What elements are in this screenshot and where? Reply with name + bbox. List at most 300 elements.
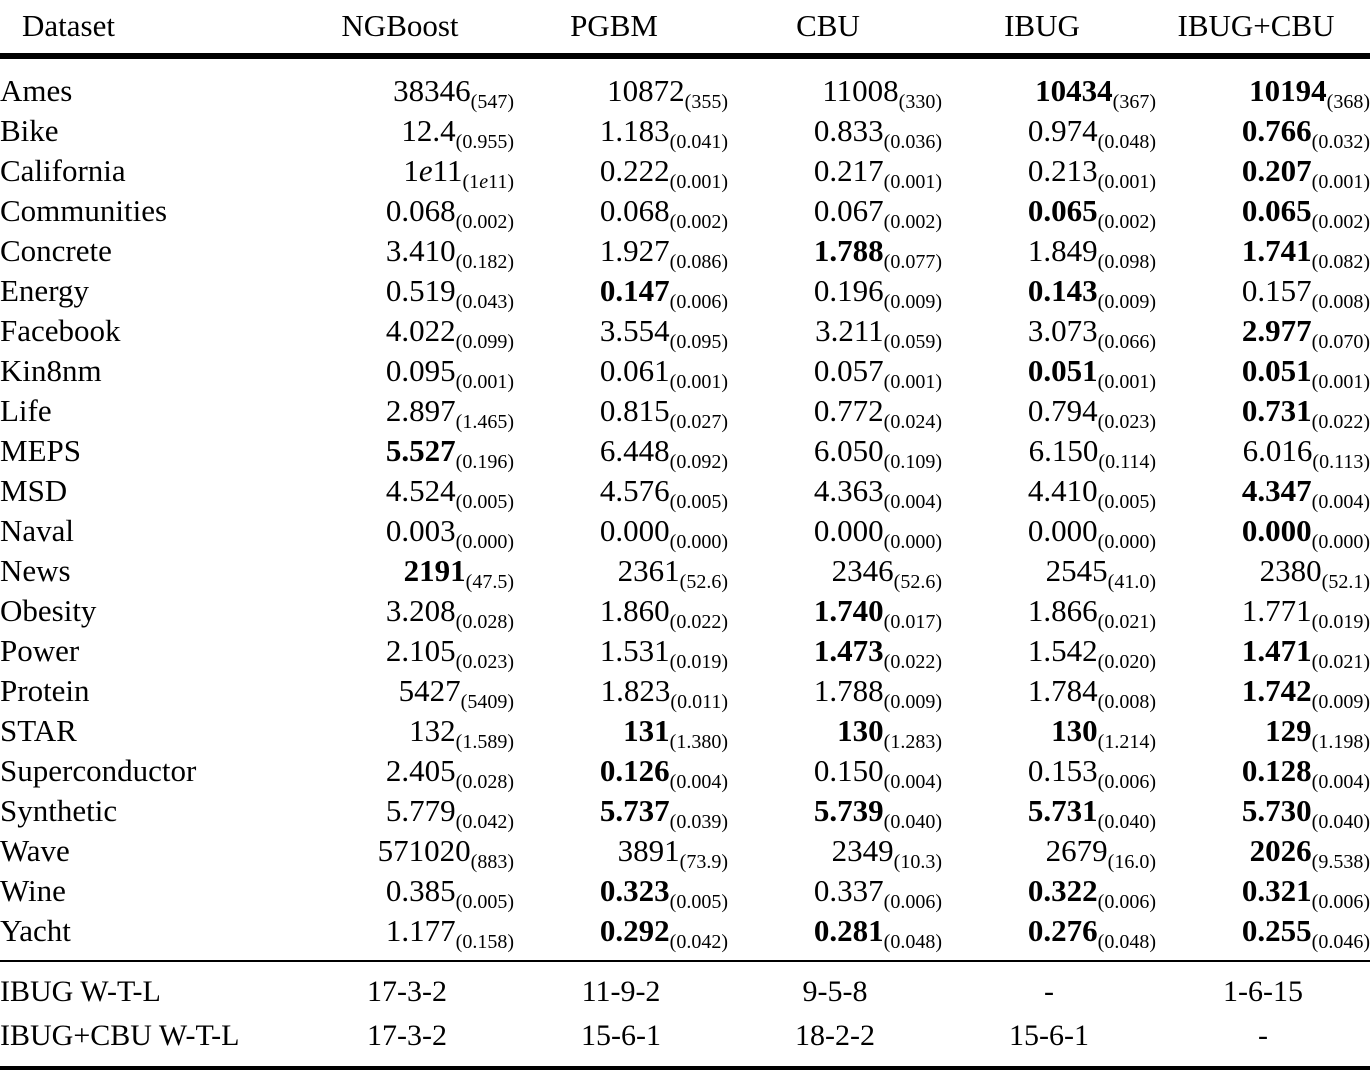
metric-mean: 2380 (1259, 553, 1322, 588)
metric-mean: 1.183 (599, 113, 670, 148)
metric-cell (728, 631, 942, 671)
metric-cell (942, 591, 1156, 631)
metric-stddev: (0.017) (883, 611, 942, 633)
metric-stddev: (0.022) (669, 611, 728, 633)
metric-mean: 3.554 (599, 313, 670, 348)
metric-stddev: (0.005) (669, 491, 728, 513)
metric-cell (942, 631, 1156, 671)
metric-cell (942, 391, 1156, 431)
metric-cell (514, 871, 728, 911)
metric-mean: 1.740 (813, 593, 884, 628)
metric-cell (300, 591, 514, 631)
metric-stddev: (0.002) (1097, 211, 1156, 233)
metric-stddev: (0.001) (669, 171, 728, 193)
metric-mean: 0.337 (813, 873, 884, 908)
metric-stddev: (0.001) (1311, 171, 1370, 193)
column-header-cbu: CBU (796, 8, 860, 43)
metric-stddev: (0.043) (455, 291, 514, 313)
dataset-name-cell: Ames (0, 73, 73, 108)
metric-cell (942, 711, 1156, 751)
column-header-pgbm: PGBM (570, 8, 658, 43)
metric-stddev: (0.077) (883, 251, 942, 273)
metric-stddev: (0.042) (455, 811, 514, 833)
metric-stddev: (0.032) (1311, 131, 1370, 153)
metric-cell (942, 671, 1156, 711)
summary-row (0, 962, 1370, 1014)
metric-stddev: (0.000) (1311, 531, 1370, 553)
column-header-ibug-cbu: IBUG+CBU (1177, 8, 1335, 43)
dataset-name-cell: STAR (0, 713, 77, 748)
summary-record-cell: 15-6-1 (581, 1019, 661, 1052)
metric-mean: 0.000 (599, 513, 670, 548)
dataset-name-cell: Life (0, 393, 52, 428)
metric-stddev: (0.048) (1097, 131, 1156, 153)
metric-stddev: (0.004) (1311, 491, 1370, 513)
metric-cell (728, 791, 942, 831)
summary-record-cell: - (1044, 975, 1054, 1008)
metric-cell (514, 471, 728, 511)
metric-cell (300, 231, 514, 271)
metric-stddev: (1.589) (455, 731, 514, 753)
metric-mean: 0.000 (1027, 513, 1098, 548)
metric-mean: 4.524 (385, 473, 456, 508)
metric-cell (300, 791, 514, 831)
table-row (0, 791, 1370, 831)
metric-mean: 1.531 (599, 633, 670, 668)
metric-mean: 0.222 (599, 153, 670, 188)
metric-stddev: (0.004) (669, 771, 728, 793)
metric-mean: 1.473 (813, 633, 884, 668)
metric-stddev: (0.001) (1097, 371, 1156, 393)
metric-mean: 12.4 (401, 113, 456, 148)
metric-mean: 2679 (1045, 833, 1108, 868)
metric-cell (514, 551, 728, 591)
metric-mean: 0.157 (1241, 273, 1312, 308)
metric-stddev: (0.039) (669, 811, 728, 833)
metric-stddev: (52.6) (893, 571, 942, 593)
metric-cell (1156, 711, 1370, 751)
metric-cell (514, 391, 728, 431)
metric-stddev: (0.004) (1311, 771, 1370, 793)
metric-cell (514, 191, 728, 231)
metric-mean: 1.784 (1027, 673, 1098, 708)
metric-stddev: (9.538) (1311, 851, 1370, 873)
metric-cell (728, 471, 942, 511)
metric-mean: 0.794 (1027, 393, 1098, 428)
metric-cell (942, 311, 1156, 351)
metric-stddev: (0.036) (883, 131, 942, 153)
metric-stddev: (0.001) (883, 371, 942, 393)
metric-mean: 0.766 (1241, 113, 1312, 148)
metric-mean: 10434 (1035, 73, 1113, 108)
metric-mean: 0.000 (813, 513, 884, 548)
metric-mean: 0.322 (1027, 873, 1098, 908)
metric-stddev: (1e11) (462, 171, 514, 193)
table-body (0, 59, 1370, 961)
metric-stddev: (0.040) (1097, 811, 1156, 833)
metric-stddev: (0.021) (1311, 651, 1370, 673)
table-row (0, 711, 1370, 751)
metric-cell (300, 151, 514, 191)
metric-stddev: (0.008) (1311, 291, 1370, 313)
metric-mean: 1.860 (599, 593, 670, 628)
metric-stddev: (52.1) (1321, 571, 1370, 593)
metric-cell (300, 831, 514, 871)
metric-cell (728, 511, 942, 551)
metric-stddev: (47.5) (465, 571, 514, 593)
metric-stddev: (0.041) (669, 131, 728, 153)
metric-cell (514, 59, 728, 111)
metric-mean: 3.208 (385, 593, 456, 628)
dataset-name-cell: Synthetic (0, 793, 118, 828)
metric-stddev: (0.005) (455, 891, 514, 913)
metric-cell (942, 151, 1156, 191)
summary-record-cell: - (1258, 1019, 1268, 1052)
metric-stddev: (0.005) (1097, 491, 1156, 513)
summary-record-cell: 1-6-15 (1223, 975, 1303, 1008)
metric-mean: 4.022 (385, 313, 456, 348)
metric-mean: 5427 (398, 673, 461, 708)
metric-cell (728, 431, 942, 471)
metric-stddev: (1.198) (1311, 731, 1370, 753)
metric-mean: 0.281 (813, 913, 884, 948)
dataset-name-cell: News (0, 553, 71, 588)
metric-mean: 6.150 (1028, 433, 1099, 468)
metric-stddev: (0.092) (669, 451, 728, 473)
metric-mean: 0.143 (1027, 273, 1098, 308)
metric-stddev: (0.196) (455, 451, 514, 473)
metric-mean: 0.068 (599, 193, 670, 228)
table-row (0, 351, 1370, 391)
metric-stddev: (0.158) (455, 931, 514, 953)
metric-mean: 0.815 (599, 393, 670, 428)
metric-stddev: (0.048) (1097, 931, 1156, 953)
metric-cell (300, 391, 514, 431)
metric-mean: 5.779 (385, 793, 456, 828)
metric-mean: 1.542 (1027, 633, 1098, 668)
summary-row (0, 1014, 1370, 1068)
metric-stddev: (0.021) (1097, 611, 1156, 633)
metric-stddev: (0.005) (455, 491, 514, 513)
metric-mean: 0.128 (1241, 753, 1312, 788)
dataset-name-cell: Wine (0, 873, 66, 908)
metric-stddev: (0.022) (883, 651, 942, 673)
metric-stddev: (0.082) (1311, 251, 1370, 273)
metric-mean: 1.741 (1241, 233, 1312, 268)
metric-cell (300, 911, 514, 962)
metric-stddev: (0.002) (455, 211, 514, 233)
metric-mean: 2191 (403, 553, 466, 588)
metric-cell (1156, 591, 1370, 631)
metric-cell (300, 711, 514, 751)
metric-cell (514, 431, 728, 471)
metric-stddev: (0.000) (669, 531, 728, 553)
summary-record-cell: 17-3-2 (367, 1019, 447, 1052)
metric-mean: 0.385 (385, 873, 456, 908)
metric-cell (942, 551, 1156, 591)
metric-mean: 2.105 (385, 633, 456, 668)
table-row (0, 671, 1370, 711)
metric-stddev: (368) (1326, 91, 1370, 113)
summary-record-cell: 15-6-1 (1009, 1019, 1089, 1052)
dataset-name-cell: Obesity (0, 593, 97, 628)
metric-cell (942, 871, 1156, 911)
metric-mean: 0.153 (1027, 753, 1098, 788)
metric-stddev: (367) (1112, 91, 1156, 113)
metric-mean: 0.207 (1241, 153, 1312, 188)
metric-cell (728, 59, 942, 111)
metric-stddev: (355) (684, 91, 728, 113)
metric-stddev: (547) (470, 91, 514, 113)
metric-cell (728, 151, 942, 191)
table-row (0, 551, 1370, 591)
metric-mean: 10194 (1249, 73, 1327, 108)
table-row (0, 591, 1370, 631)
metric-mean: 6.448 (599, 433, 670, 468)
metric-mean: 0.051 (1027, 353, 1098, 388)
metric-mean: 131 (623, 713, 670, 748)
metric-stddev: (0.004) (883, 771, 942, 793)
table-header (0, 0, 1370, 55)
metric-cell (300, 511, 514, 551)
metric-cell (728, 391, 942, 431)
metric-stddev: (883) (470, 851, 514, 873)
metric-cell (514, 271, 728, 311)
metric-cell (300, 111, 514, 151)
metric-cell (728, 911, 942, 962)
metric-cell (1156, 871, 1370, 911)
metric-mean: 0.519 (385, 273, 456, 308)
metric-cell (514, 591, 728, 631)
metric-cell (942, 191, 1156, 231)
metric-stddev: (0.027) (669, 411, 728, 433)
metric-mean: 4.347 (1241, 473, 1312, 508)
metric-cell (300, 431, 514, 471)
metric-cell (728, 711, 942, 751)
metric-mean: 1.471 (1241, 633, 1312, 668)
metric-mean: 3.211 (815, 313, 884, 348)
summary-record-cell: 11-9-2 (581, 975, 661, 1008)
metric-mean: 5.527 (385, 433, 456, 468)
metric-mean: 0.000 (1241, 513, 1312, 548)
metric-mean: 0.065 (1027, 193, 1098, 228)
metric-mean: 0.213 (1027, 153, 1098, 188)
dataset-name-cell: Bike (0, 113, 59, 148)
metric-mean: 3.073 (1027, 313, 1098, 348)
table-row (0, 311, 1370, 351)
table-row (0, 511, 1370, 551)
metric-stddev: (0.006) (1097, 891, 1156, 913)
column-header-ibug: IBUG (1004, 8, 1080, 43)
dataset-name-cell: Communities (0, 193, 168, 228)
metric-stddev: (0.011) (670, 691, 728, 713)
metric-cell (942, 111, 1156, 151)
metric-mean: 0.196 (813, 273, 884, 308)
metric-mean: 1.823 (600, 673, 671, 708)
metric-cell (1156, 831, 1370, 871)
dataset-name-cell: Facebook (0, 313, 121, 348)
metric-cell (300, 311, 514, 351)
summary-record-cell: 18-2-2 (795, 1019, 875, 1052)
metric-stddev: (0.114) (1098, 451, 1156, 473)
metric-cell (728, 671, 942, 711)
metric-cell (300, 59, 514, 111)
metric-cell (942, 751, 1156, 791)
metric-stddev: (0.000) (1097, 531, 1156, 553)
metric-stddev: (0.006) (669, 291, 728, 313)
table-row (0, 111, 1370, 151)
metric-stddev: (0.046) (1311, 931, 1370, 953)
metric-cell (942, 231, 1156, 271)
metric-mean: 5.737 (599, 793, 670, 828)
metric-cell (728, 191, 942, 231)
metric-mean: 3.410 (385, 233, 456, 268)
metric-mean: 2361 (617, 553, 680, 588)
metric-stddev: (0.009) (1311, 691, 1370, 713)
metric-cell (728, 591, 942, 631)
metric-stddev: (0.006) (883, 891, 942, 913)
dataset-name-cell: Superconductor (0, 753, 197, 788)
metric-cell (942, 831, 1156, 871)
metric-stddev: (0.109) (883, 451, 942, 473)
metric-mean: 571020 (377, 833, 471, 868)
metric-cell (300, 751, 514, 791)
column-header-dataset: Dataset (22, 8, 115, 43)
metric-cell (942, 431, 1156, 471)
metric-stddev: (0.098) (1097, 251, 1156, 273)
dataset-name-cell: Naval (0, 513, 75, 548)
metric-cell (1156, 511, 1370, 551)
metric-cell (942, 59, 1156, 111)
metric-stddev: (0.004) (883, 491, 942, 513)
metric-stddev: (16.0) (1107, 851, 1156, 873)
metric-mean: 0.321 (1241, 873, 1312, 908)
metric-stddev: (0.095) (669, 331, 728, 353)
summary-record-cell: 9-5-8 (802, 975, 868, 1008)
metric-cell (942, 791, 1156, 831)
metric-mean: 0.150 (813, 753, 884, 788)
dataset-name-cell: Wave (0, 833, 70, 868)
metric-stddev: (0.022) (1311, 411, 1370, 433)
metric-mean: 0.833 (813, 113, 884, 148)
metric-mean: 0.126 (599, 753, 670, 788)
metric-cell (1156, 391, 1370, 431)
metric-mean: 1.742 (1241, 673, 1312, 708)
metric-cell (728, 831, 942, 871)
metric-cell (300, 271, 514, 311)
metric-stddev: (0.182) (455, 251, 514, 273)
metric-cell (1156, 911, 1370, 962)
metric-stddev: (330) (898, 91, 942, 113)
metric-stddev: (0.040) (883, 811, 942, 833)
metric-mean: 1e11 (403, 153, 463, 188)
metric-mean: 2349 (831, 833, 894, 868)
metric-mean: 3891 (617, 833, 680, 868)
summary-body (0, 962, 1370, 1068)
metric-mean: 5.731 (1027, 793, 1098, 828)
metric-mean: 0.217 (813, 153, 884, 188)
metric-stddev: (0.113) (1312, 451, 1370, 473)
metric-mean: 0.065 (1241, 193, 1312, 228)
metric-cell (514, 231, 728, 271)
metric-cell (1156, 311, 1370, 351)
metric-mean: 4.576 (599, 473, 670, 508)
metric-cell (514, 751, 728, 791)
header-row (0, 0, 1370, 55)
metric-stddev: (0.001) (1097, 171, 1156, 193)
metric-mean: 0.147 (599, 273, 670, 308)
metric-mean: 1.849 (1027, 233, 1098, 268)
metric-mean: 1.866 (1027, 593, 1098, 628)
metric-stddev: (0.019) (1311, 611, 1370, 633)
metric-cell (514, 351, 728, 391)
summary-record-cell: 17-3-2 (367, 975, 447, 1008)
metric-cell (1156, 191, 1370, 231)
metric-mean: 10872 (607, 73, 685, 108)
metric-stddev: (0.001) (1311, 371, 1370, 393)
metric-mean: 0.772 (813, 393, 884, 428)
metric-mean: 0.731 (1241, 393, 1312, 428)
metric-cell (300, 631, 514, 671)
dataset-name-cell: Kin8nm (0, 353, 102, 388)
metric-mean: 0.095 (385, 353, 456, 388)
metric-mean: 0.068 (385, 193, 456, 228)
metric-stddev: (0.070) (1311, 331, 1370, 353)
metric-cell (514, 111, 728, 151)
metric-cell (1156, 271, 1370, 311)
metric-stddev: (1.283) (883, 731, 942, 753)
metric-mean: 0.003 (385, 513, 456, 548)
metric-mean: 0.255 (1241, 913, 1312, 948)
dataset-name-cell: Yacht (0, 913, 71, 948)
metric-cell (942, 271, 1156, 311)
metric-cell (1156, 471, 1370, 511)
metric-cell (728, 751, 942, 791)
metric-mean: 0.061 (599, 353, 670, 388)
metric-mean: 1.177 (385, 913, 456, 948)
metric-stddev: (52.6) (679, 571, 728, 593)
metric-mean: 130 (837, 713, 884, 748)
metric-stddev: (0.019) (669, 651, 728, 673)
metric-cell (1156, 671, 1370, 711)
metric-stddev: (0.066) (1097, 331, 1156, 353)
metric-stddev: (0.059) (883, 331, 942, 353)
table-row (0, 391, 1370, 431)
metric-cell (942, 471, 1156, 511)
metric-stddev: (73.9) (679, 851, 728, 873)
metric-stddev: (0.001) (669, 371, 728, 393)
metric-stddev: (0.001) (455, 371, 514, 393)
metric-stddev: (0.006) (1311, 891, 1370, 913)
metric-cell (728, 871, 942, 911)
dataset-name-cell: MSD (0, 473, 68, 508)
table-row (0, 631, 1370, 671)
metric-stddev: (0.048) (883, 931, 942, 953)
metric-stddev: (0.040) (1311, 811, 1370, 833)
metric-cell (1156, 231, 1370, 271)
metric-cell (728, 271, 942, 311)
metric-stddev: (0.028) (455, 611, 514, 633)
metric-mean: 2026 (1249, 833, 1312, 868)
metric-cell (514, 311, 728, 351)
dataset-name-cell: Concrete (0, 233, 112, 268)
metric-mean: 1.788 (813, 233, 884, 268)
table-row (0, 831, 1370, 871)
metric-stddev: (1.214) (1097, 731, 1156, 753)
metric-stddev: (0.001) (883, 171, 942, 193)
metric-mean: 5.730 (1241, 793, 1312, 828)
metric-cell (942, 911, 1156, 962)
